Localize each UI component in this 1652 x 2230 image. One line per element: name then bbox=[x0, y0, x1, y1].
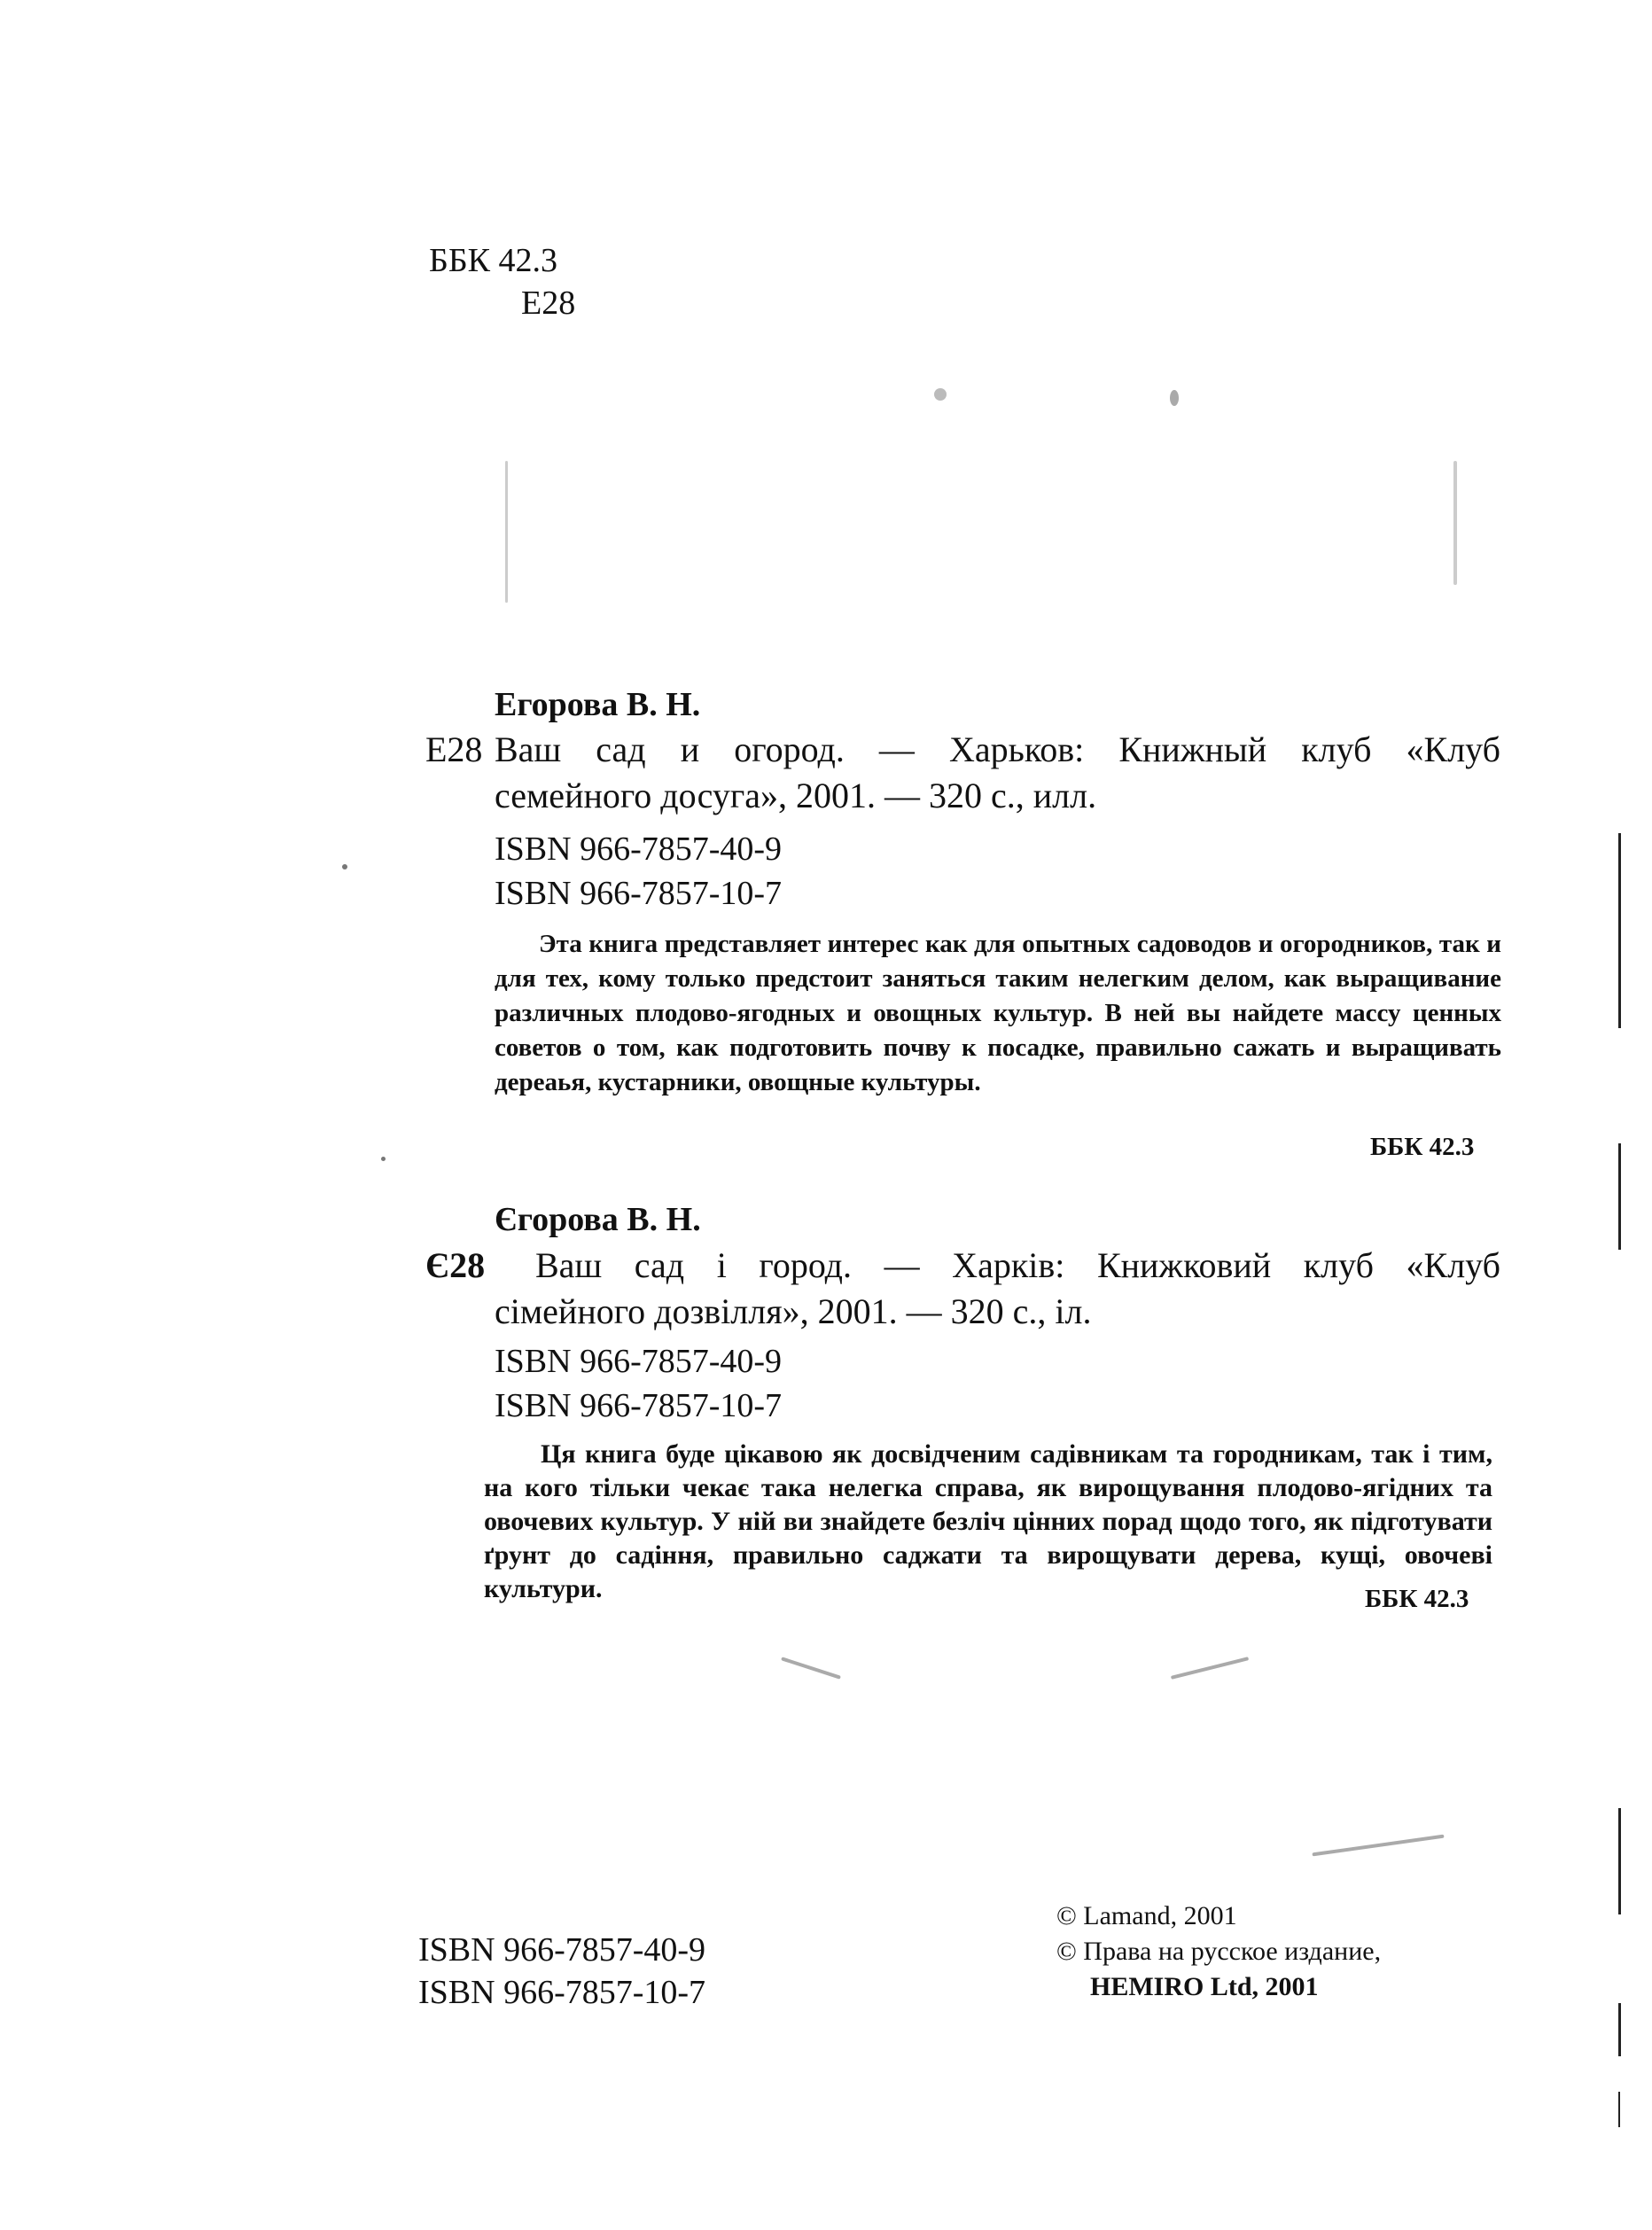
ru-annotation: Эта книга представляет интерес как для опытных садоводов и огородников, так и для тех, кому только предстоит заняться таким нелегким делом, как выращивание различных плодово-ягодных и овощных культур. В ней вы найдете массу ценных советов о том, как подготовить почву к посадке, правильно сажать и выращивать дереаья, кустарники, овощные культуры. bbox=[495, 930, 1501, 1096]
ru-isbn-2: ISBN 966-7857-10-7 bbox=[495, 875, 783, 912]
ua-isbn-1: ISBN 966-7857-40-9 bbox=[495, 1343, 783, 1380]
scan-edge-line bbox=[1618, 1143, 1621, 1250]
scan-speck bbox=[381, 1157, 386, 1161]
scan-speck bbox=[1171, 1657, 1249, 1680]
ru-citation-line1: Ваш сад и огород. — Харьков: Книжный клуб «Клуб bbox=[495, 729, 1500, 769]
scan-speck bbox=[1312, 1835, 1444, 1857]
ru-author: Егорова В. Н. bbox=[495, 686, 701, 723]
scan-speck bbox=[505, 461, 508, 603]
scan-speck bbox=[1170, 390, 1179, 406]
copyright-line-3: HEMIRO Ltd, 2001 bbox=[1090, 1972, 1319, 2001]
copyright-line-1: © Lamand, 2001 bbox=[1056, 1901, 1237, 1930]
ua-isbn-2: ISBN 966-7857-10-7 bbox=[495, 1387, 783, 1424]
ua-bbk: ББК 42.3 bbox=[1365, 1585, 1469, 1613]
catalog-index: Е28 bbox=[521, 285, 576, 322]
scan-edge-line bbox=[1618, 833, 1621, 1028]
scan-speck bbox=[781, 1657, 841, 1679]
ua-citation bbox=[495, 1243, 1500, 1335]
ru-citation-line2: семейного досуга», 2001. — 320 с., илл. bbox=[495, 776, 1097, 815]
copyright-line-2: © Права на русское издание, bbox=[1056, 1937, 1382, 1966]
footer-isbn-2: ISBN 966-7857-10-7 bbox=[418, 1974, 706, 2011]
scan-speck bbox=[934, 388, 947, 401]
footer-isbn-1: ISBN 966-7857-40-9 bbox=[418, 1931, 706, 1969]
ru-code: Е28 bbox=[425, 729, 483, 769]
footer-isbn-block bbox=[418, 1929, 705, 2014]
ua-code: Є28 bbox=[425, 1245, 486, 1285]
ua-author: Єгорова В. Н. bbox=[495, 1201, 701, 1238]
scan-speck bbox=[1453, 461, 1457, 585]
ua-citation-line1: Ваш сад і город. — Харків: Книжковий клуб «Клуб bbox=[535, 1245, 1500, 1285]
ru-isbn-1: ISBN 966-7857-40-9 bbox=[495, 830, 783, 868]
copyright-block bbox=[1056, 1899, 1381, 2005]
scan-edge-line bbox=[1618, 2092, 1620, 2127]
ru-citation bbox=[495, 727, 1500, 819]
scan-speck bbox=[342, 864, 347, 869]
ua-annotation: Ця книга буде цікавою як досвідченим садівникам та городникам, так і тим, на кого тільки чекає така нелегка справа, як вирощування плодово-ягідних та овочевих культур. У ній ви знайдете безліч цінних порад щодо того, як підготувати ґрунт до садіння, правильно саджати та вирощувати дерева, кущі, овочеві культури. bbox=[484, 1439, 1492, 1603]
ua-citation-line2: сімейного дозвілля», 2001. — 320 с., іл. bbox=[495, 1291, 1092, 1331]
catalog-block bbox=[429, 239, 575, 324]
scan-edge-line bbox=[1618, 2003, 1621, 2056]
catalog-bbk: ББК 42.3 bbox=[429, 242, 557, 279]
ru-bbk: ББК 42.3 bbox=[1370, 1133, 1475, 1161]
scan-edge-line bbox=[1618, 1808, 1621, 1914]
